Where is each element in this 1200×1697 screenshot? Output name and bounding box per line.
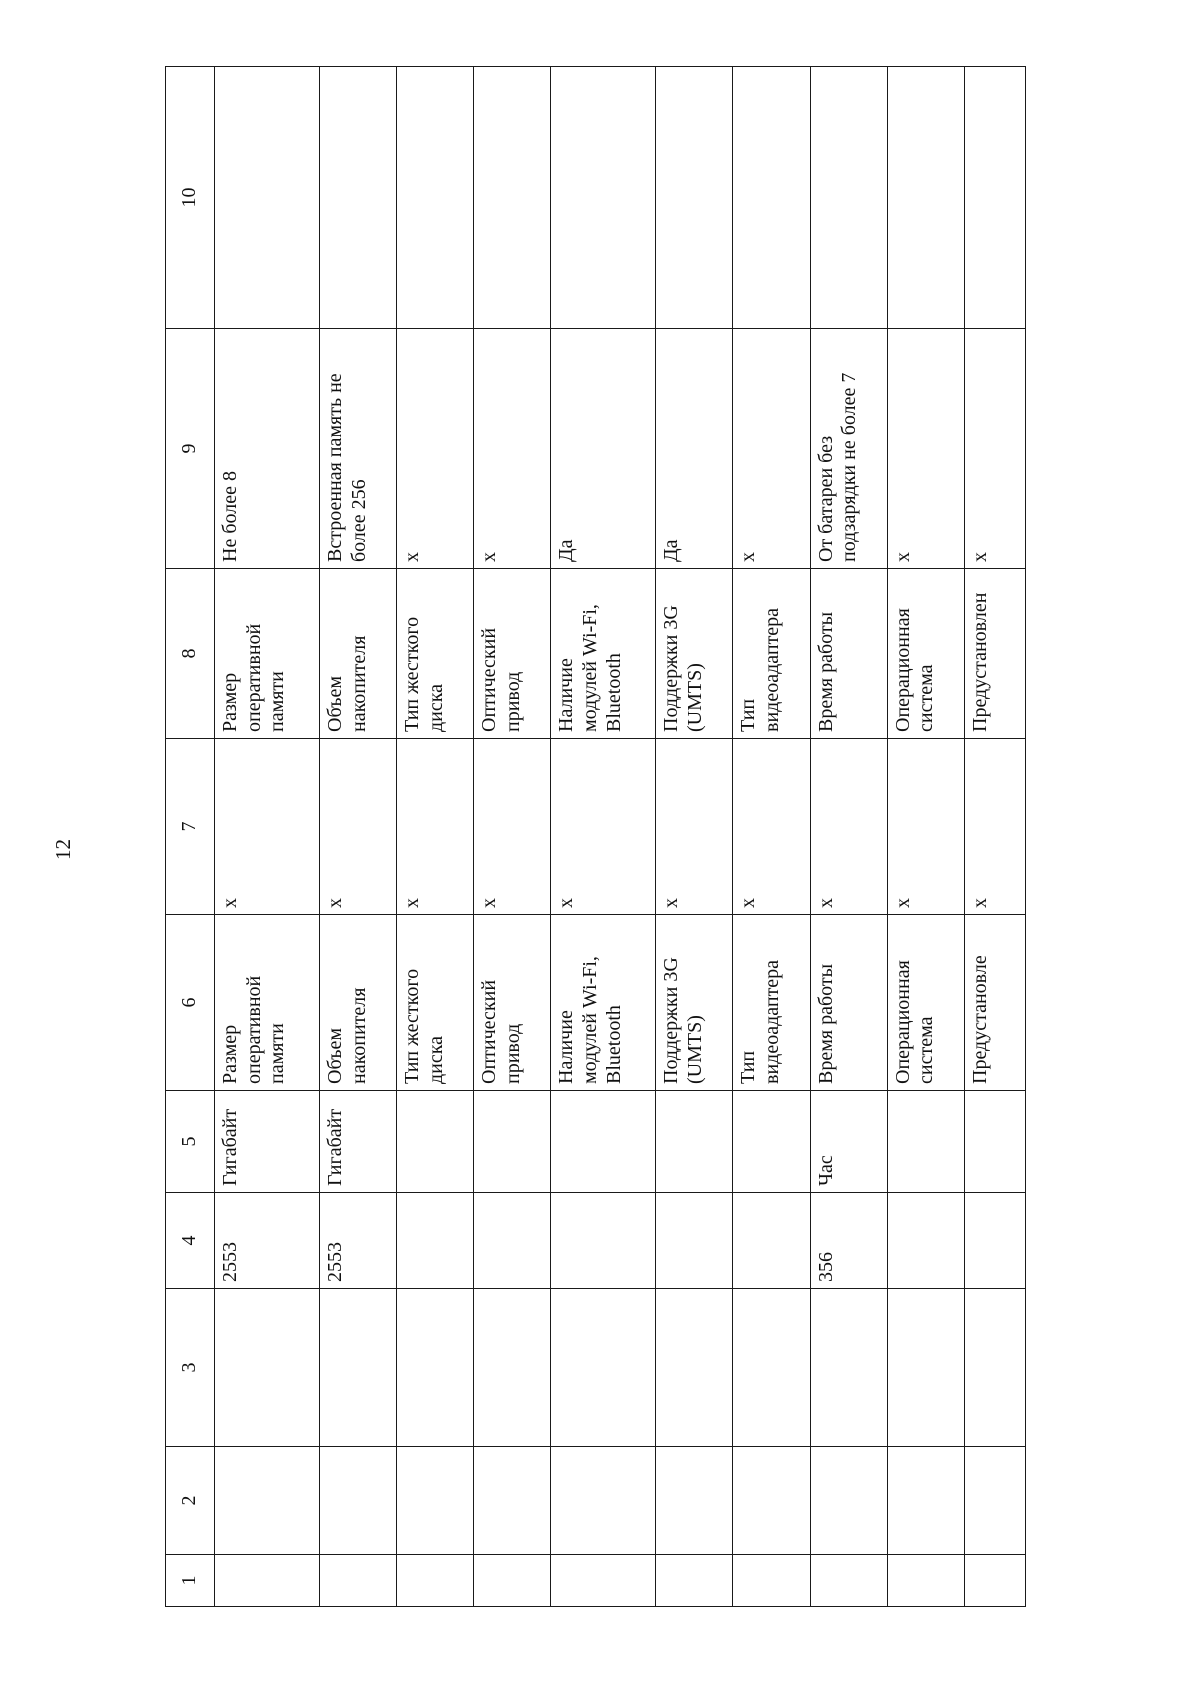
cell-col-3 bbox=[810, 1289, 887, 1447]
table-body bbox=[215, 67, 1026, 1607]
cell-col-4 bbox=[397, 1193, 474, 1289]
cell-col-1 bbox=[319, 1555, 396, 1607]
cell-col-2 bbox=[397, 1447, 474, 1555]
table-row bbox=[474, 67, 551, 1607]
cell-line: Предустановлен bbox=[968, 592, 991, 732]
cell-col-8 bbox=[551, 569, 656, 739]
cell-line: Тип bbox=[737, 698, 760, 732]
cell-col-9 bbox=[656, 329, 733, 569]
cell-col-8 bbox=[474, 569, 551, 739]
cell-col-8 bbox=[964, 569, 1025, 739]
cell-col-10 bbox=[964, 67, 1025, 329]
cell-col-7: x bbox=[474, 739, 551, 915]
cell-col-6 bbox=[810, 915, 887, 1091]
cell-col-6 bbox=[656, 915, 733, 1091]
table-row bbox=[964, 67, 1025, 1607]
cell-col-7: x bbox=[215, 739, 320, 915]
cell-col-9 bbox=[319, 329, 396, 569]
cell-line: система bbox=[915, 664, 938, 732]
cell-col-6 bbox=[397, 915, 474, 1091]
cell-col-8 bbox=[397, 569, 474, 739]
cell-col-9 bbox=[733, 329, 810, 569]
cell-col-5 bbox=[474, 1091, 551, 1193]
cell-col-2 bbox=[733, 1447, 810, 1555]
cell-col-6 bbox=[474, 915, 551, 1091]
cell-line: памяти bbox=[266, 1023, 289, 1084]
cell-col-2 bbox=[656, 1447, 733, 1555]
cell-line: Время работы bbox=[814, 611, 837, 732]
col-header-6: 6 bbox=[166, 915, 215, 1091]
cell-col-6 bbox=[319, 915, 396, 1091]
cell-col-1 bbox=[810, 1555, 887, 1607]
cell-col-9 bbox=[474, 329, 551, 569]
cell-col-4 bbox=[887, 1193, 964, 1289]
cell-col-3 bbox=[319, 1289, 396, 1447]
cell-line: более 256 bbox=[347, 479, 370, 562]
cell-col-3 bbox=[656, 1289, 733, 1447]
cell-col-3 bbox=[733, 1289, 810, 1447]
cell-line: привод bbox=[501, 671, 524, 732]
cell-line: Bluetooth bbox=[602, 1005, 625, 1084]
cell-line: x bbox=[401, 552, 424, 562]
cell-col-8 bbox=[733, 569, 810, 739]
cell-line: модулей Wi-Fi, bbox=[578, 604, 601, 732]
cell-col-2 bbox=[964, 1447, 1025, 1555]
cell-line: x bbox=[737, 552, 760, 562]
cell-col-5: Гигабайт bbox=[319, 1091, 396, 1193]
cell-col-9 bbox=[887, 329, 964, 569]
cell-line: Тип жесткого bbox=[401, 616, 424, 732]
col-header-8: 8 bbox=[166, 569, 215, 739]
col-header-9: 9 bbox=[166, 329, 215, 569]
cell-line: Операционная bbox=[891, 960, 914, 1084]
cell-col-8 bbox=[810, 569, 887, 739]
cell-line: Да bbox=[660, 539, 683, 562]
cell-col-6 bbox=[887, 915, 964, 1091]
cell-col-8 bbox=[215, 569, 320, 739]
cell-line: Наличие bbox=[555, 1010, 578, 1084]
cell-line: Операционная bbox=[891, 608, 914, 732]
cell-line: Время работы bbox=[814, 963, 837, 1084]
cell-col-3 bbox=[551, 1289, 656, 1447]
cell-col-8 bbox=[887, 569, 964, 739]
cell-line: Не более 8 bbox=[219, 471, 241, 562]
cell-col-10 bbox=[215, 67, 320, 329]
cell-line: Предустановле bbox=[968, 955, 991, 1084]
cell-line: Размер bbox=[219, 672, 241, 732]
cell-col-4: 2553 bbox=[319, 1193, 396, 1289]
cell-col-7: x bbox=[733, 739, 810, 915]
cell-col-7: x bbox=[551, 739, 656, 915]
cell-line: Да bbox=[555, 539, 578, 562]
cell-line: Поддержки 3G bbox=[660, 605, 683, 732]
cell-col-5 bbox=[551, 1091, 656, 1193]
cell-col-8 bbox=[656, 569, 733, 739]
cell-line: подзарядки не более 7 bbox=[838, 372, 861, 562]
cell-col-10 bbox=[887, 67, 964, 329]
table-row bbox=[319, 67, 396, 1607]
table-row bbox=[656, 67, 733, 1607]
cell-col-8 bbox=[319, 569, 396, 739]
cell-col-3 bbox=[215, 1289, 320, 1447]
cell-col-1 bbox=[656, 1555, 733, 1607]
cell-col-7: x bbox=[964, 739, 1025, 915]
cell-line: Объем bbox=[323, 1028, 346, 1084]
cell-col-5 bbox=[397, 1091, 474, 1193]
cell-line: Встроенная память не bbox=[323, 373, 346, 562]
cell-col-1 bbox=[474, 1555, 551, 1607]
cell-col-5 bbox=[656, 1091, 733, 1193]
cell-col-4: 356 bbox=[810, 1193, 887, 1289]
col-header-4: 4 bbox=[166, 1193, 215, 1289]
cell-line: (UMTS) bbox=[683, 1015, 706, 1084]
cell-line: система bbox=[915, 1016, 938, 1084]
cell-line: диска bbox=[424, 1035, 447, 1084]
cell-col-2 bbox=[474, 1447, 551, 1555]
table-row bbox=[397, 67, 474, 1607]
table-row bbox=[215, 67, 320, 1607]
cell-col-4 bbox=[964, 1193, 1025, 1289]
cell-line: (UMTS) bbox=[683, 663, 706, 732]
cell-line: Тип жесткого bbox=[401, 968, 424, 1084]
cell-col-3 bbox=[887, 1289, 964, 1447]
cell-col-10 bbox=[733, 67, 810, 329]
cell-line: Тип bbox=[737, 1050, 760, 1084]
cell-line: оперативной bbox=[242, 623, 265, 732]
cell-line: Объем bbox=[323, 676, 346, 732]
cell-col-4 bbox=[551, 1193, 656, 1289]
specs-table bbox=[165, 66, 1026, 1607]
cell-col-1 bbox=[733, 1555, 810, 1607]
table-row bbox=[887, 67, 964, 1607]
col-header-2: 2 bbox=[166, 1447, 215, 1555]
page-number: 12 bbox=[51, 839, 75, 860]
cell-col-2 bbox=[319, 1447, 396, 1555]
cell-line: видеоадаптера bbox=[761, 959, 784, 1084]
cell-col-6 bbox=[964, 915, 1025, 1091]
cell-col-5 bbox=[964, 1091, 1025, 1193]
cell-col-6 bbox=[733, 915, 810, 1091]
cell-col-5 bbox=[887, 1091, 964, 1193]
cell-col-1 bbox=[551, 1555, 656, 1607]
col-header-3: 3 bbox=[166, 1289, 215, 1447]
cell-col-10 bbox=[551, 67, 656, 329]
cell-col-2 bbox=[551, 1447, 656, 1555]
cell-line: x bbox=[968, 552, 991, 562]
cell-col-5: Час bbox=[810, 1091, 887, 1193]
cell-col-7: x bbox=[656, 739, 733, 915]
cell-col-5: Гигабайт bbox=[215, 1091, 320, 1193]
table-row bbox=[810, 67, 887, 1607]
cell-col-2 bbox=[887, 1447, 964, 1555]
cell-line: оперативной bbox=[242, 975, 265, 1084]
cell-line: памяти bbox=[266, 671, 289, 732]
cell-col-10 bbox=[656, 67, 733, 329]
cell-col-7: x bbox=[397, 739, 474, 915]
cell-line: Размер bbox=[219, 1024, 241, 1084]
cell-col-7: x bbox=[319, 739, 396, 915]
cell-line: привод bbox=[501, 1023, 524, 1084]
cell-col-3 bbox=[397, 1289, 474, 1447]
cell-col-9 bbox=[551, 329, 656, 569]
cell-col-3 bbox=[964, 1289, 1025, 1447]
cell-line: x bbox=[891, 552, 914, 562]
cell-col-1 bbox=[215, 1555, 320, 1607]
cell-col-2 bbox=[810, 1447, 887, 1555]
table-row bbox=[551, 67, 656, 1607]
cell-col-10 bbox=[397, 67, 474, 329]
cell-col-7: x bbox=[887, 739, 964, 915]
specs-table-rotated bbox=[165, 67, 1026, 1607]
cell-line: Оптический bbox=[478, 627, 501, 732]
cell-col-5 bbox=[733, 1091, 810, 1193]
cell-col-3 bbox=[474, 1289, 551, 1447]
cell-col-9 bbox=[964, 329, 1025, 569]
cell-col-1 bbox=[397, 1555, 474, 1607]
cell-col-6 bbox=[215, 915, 320, 1091]
cell-col-10 bbox=[319, 67, 396, 329]
cell-col-4: 2553 bbox=[215, 1193, 320, 1289]
cell-col-9 bbox=[810, 329, 887, 569]
cell-line: Наличие bbox=[555, 658, 578, 732]
cell-col-2 bbox=[215, 1447, 320, 1555]
cell-line: диска bbox=[424, 683, 447, 732]
col-header-10: 10 bbox=[166, 67, 215, 329]
cell-col-4 bbox=[474, 1193, 551, 1289]
cell-line: x bbox=[478, 552, 501, 562]
cell-line: От батареи без bbox=[814, 435, 837, 562]
col-header-5: 5 bbox=[166, 1091, 215, 1193]
cell-line: Поддержки 3G bbox=[660, 957, 683, 1084]
cell-line: Bluetooth bbox=[602, 653, 625, 732]
cell-col-4 bbox=[656, 1193, 733, 1289]
cell-col-1 bbox=[964, 1555, 1025, 1607]
cell-col-7: x bbox=[810, 739, 887, 915]
table-row bbox=[733, 67, 810, 1607]
cell-line: модулей Wi-Fi, bbox=[578, 956, 601, 1084]
cell-line: Оптический bbox=[478, 979, 501, 1084]
cell-col-10 bbox=[810, 67, 887, 329]
col-header-1: 1 bbox=[166, 1555, 215, 1607]
cell-line: накопителя bbox=[347, 635, 370, 732]
cell-col-1 bbox=[887, 1555, 964, 1607]
cell-col-4 bbox=[733, 1193, 810, 1289]
header-row bbox=[166, 67, 215, 1607]
cell-col-9 bbox=[215, 329, 320, 569]
cell-col-6 bbox=[551, 915, 656, 1091]
col-header-7: 7 bbox=[166, 739, 215, 915]
cell-col-9 bbox=[397, 329, 474, 569]
cell-col-10 bbox=[474, 67, 551, 329]
cell-line: накопителя bbox=[347, 987, 370, 1084]
cell-line: видеоадаптера bbox=[761, 607, 784, 732]
